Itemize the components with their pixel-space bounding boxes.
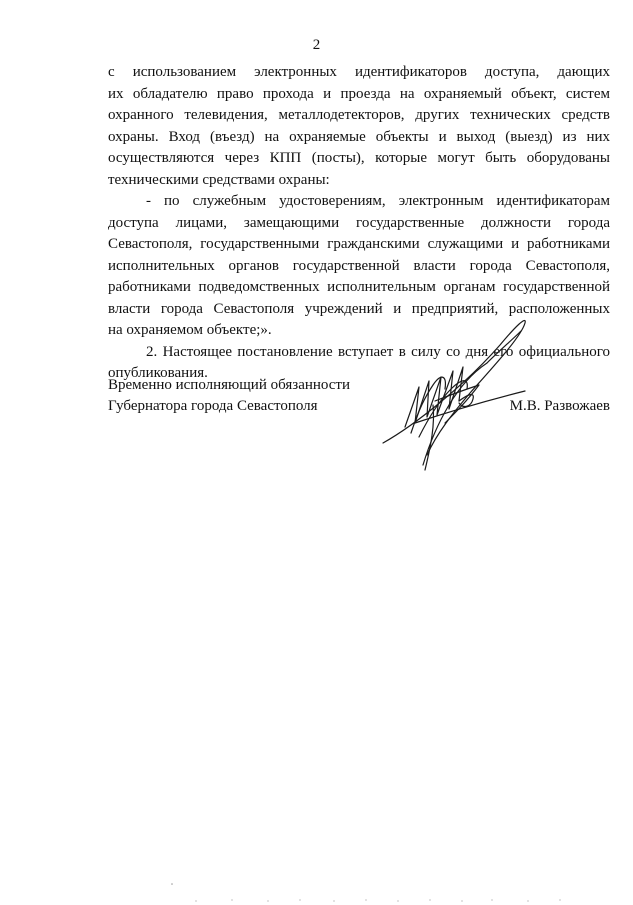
page-number: 2 [312,37,321,53]
text-line: власти города Севастополя учреждений и предприятий, расположенных [108,300,610,317]
handwritten-signature [375,305,555,480]
text-line: охраны. Вход (въезд) на охраняемые объекты и выход (выезд) из них [108,128,610,145]
text-line: на охраняемом объекте;». [108,322,272,338]
scan-artifact-dots [0,880,633,905]
signer-position-line: Временно исполняющий обязанности [108,377,351,393]
text-line: техническими средствами охраны: [108,171,330,188]
text-line: их обладателю право прохода и проезда на охраняемый объект, систем [108,85,610,102]
text-line: 2. Настоящее постановление вступает в силу со дня его официального [146,343,610,360]
text-line: опубликования. [108,365,208,381]
text-line: - по служебным удостоверениям, электронным идентификаторам [146,193,610,209]
text-line: охранного телевидения, металлодетекторов, других технических средств [108,107,610,123]
text-line: Севастополя, государственными гражданскими служащими и работниками [108,236,610,252]
text-line: осуществляются через КПП (посты), которые могут быть оборудованы [108,150,610,166]
signer-position-line: Губернатора города Севастополя [108,398,318,414]
signer-position [108,375,350,417]
paragraph-continuation [108,62,610,191]
text-line: работниками подведомственных исполнительным органам государственной [108,279,610,295]
text-line: доступа лицами, замещающими государственные должности города [108,214,610,231]
signer-name: М.В. Развожаев [509,398,610,414]
text-line: исполнительных органов государственной власти города Севастополя, [108,257,610,274]
text-line: с использованием электронных идентификаторов доступа, дающих [108,64,610,80]
